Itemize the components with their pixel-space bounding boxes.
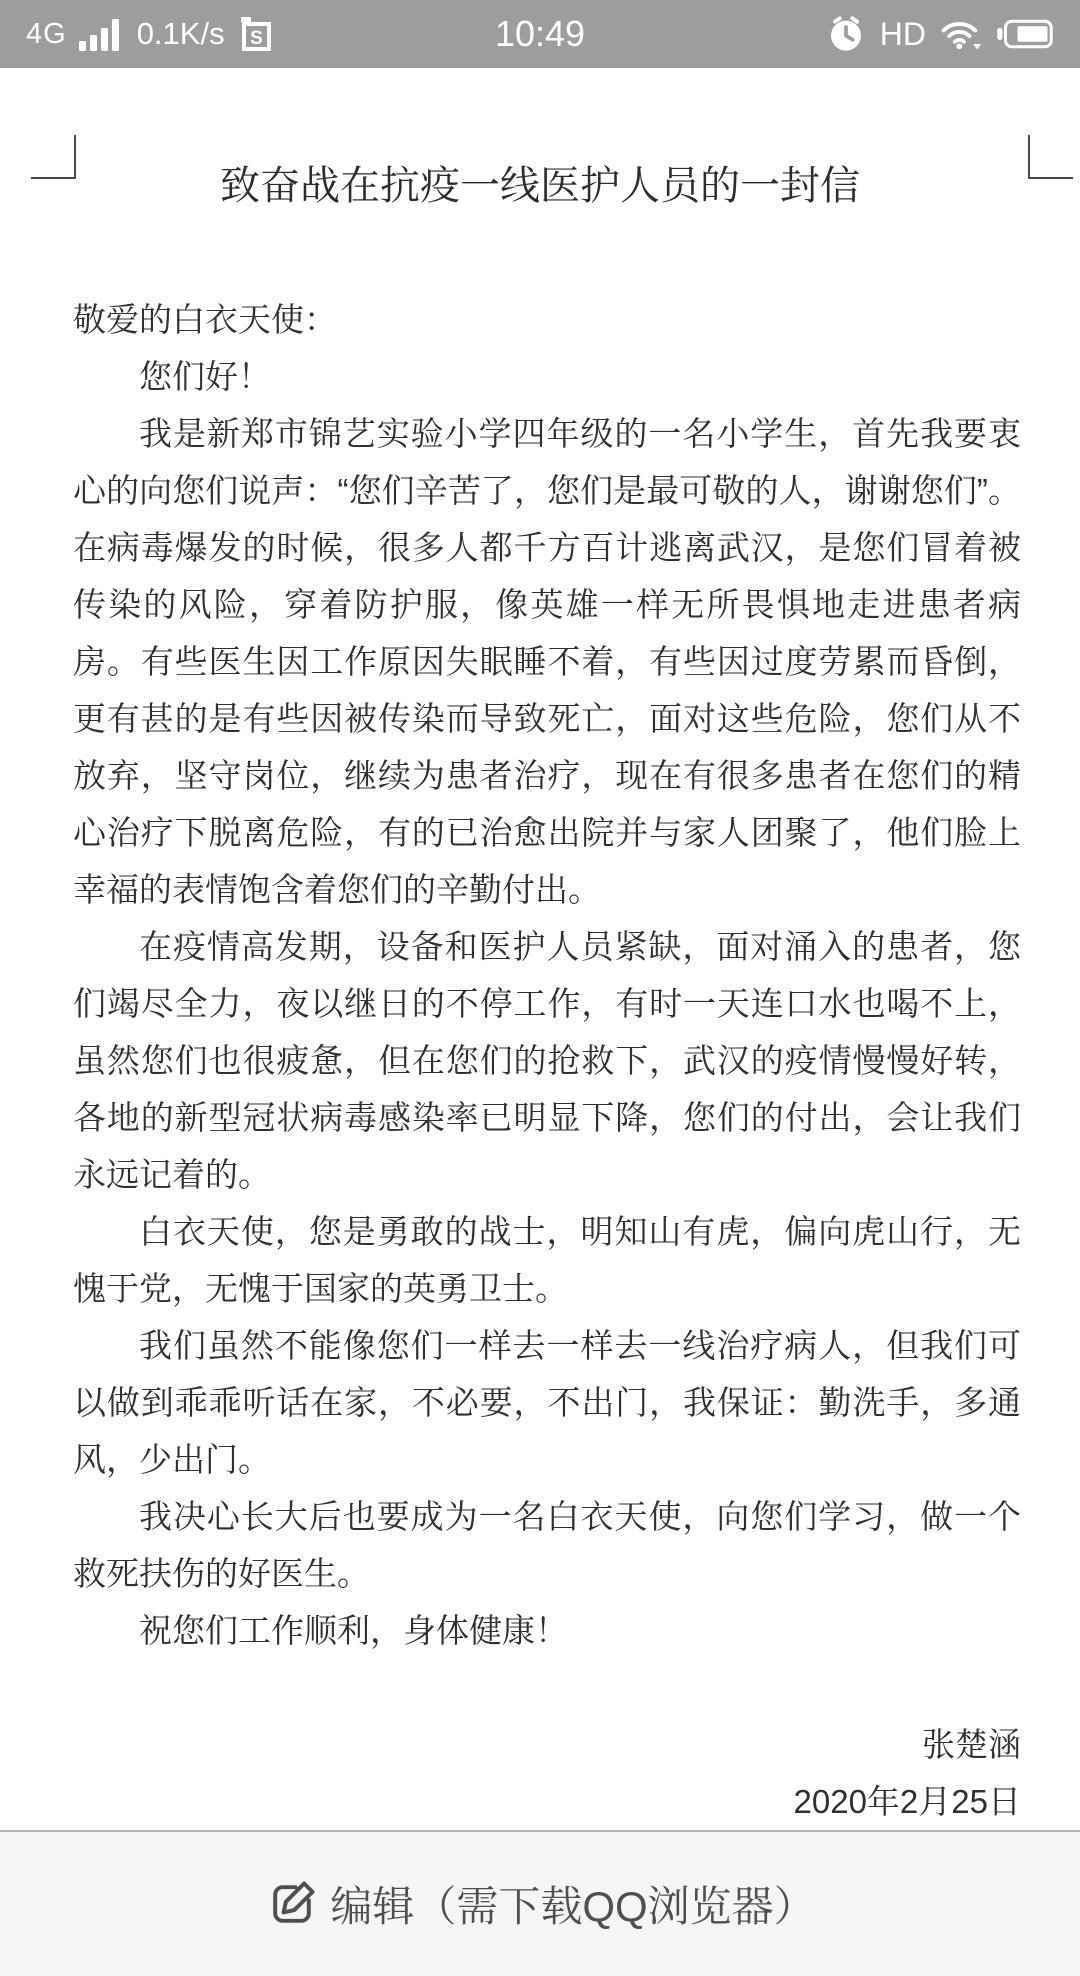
letter-body bbox=[73, 291, 1021, 1830]
status-left-group bbox=[26, 15, 275, 53]
page-margin-mark-left bbox=[31, 135, 76, 179]
edit-button[interactable] bbox=[258, 1873, 821, 1935]
wifi-icon bbox=[940, 16, 982, 52]
signature-block bbox=[73, 1716, 1021, 1830]
document-page bbox=[0, 68, 1080, 1830]
hd-voice-label: HD bbox=[879, 15, 926, 52]
letter-paragraph: 您们好！ bbox=[139, 358, 271, 395]
status-bar bbox=[0, 0, 1080, 68]
page-margin-mark-right bbox=[1028, 135, 1073, 179]
edit-button-label: 编辑（需下载QQ浏览器） bbox=[330, 1883, 816, 1930]
network-type-label: 4G bbox=[26, 17, 67, 50]
signature-name: 张楚涵 bbox=[922, 1726, 1021, 1763]
sim-badge-icon bbox=[237, 15, 275, 53]
signal-strength-icon bbox=[79, 17, 125, 51]
edit-pencil-icon bbox=[264, 1876, 320, 1932]
letter-paragraph: 我决心长大后也要成为一名白衣天使，向您们学习，做一个救死扶伤的好医生。 bbox=[73, 1498, 1021, 1592]
letter-paragraph: 在疫情高发期，设备和医护人员紧缺，面对涌入的患者，您们竭尽全力，夜以继日的不停工作，有时一天连口水也喝不上，虽然您们也很疲惫，但在您们的抢救下，武汉的疫情慢慢好转，各地的新型冠状病毒感染率已明显下降，您们的付出，会让我们永远记着的。 bbox=[73, 928, 1021, 1193]
status-right-group bbox=[826, 14, 1054, 54]
battery-icon bbox=[996, 19, 1054, 49]
signature-date: 2020年2月25日 bbox=[793, 1783, 1021, 1820]
alarm-clock-icon bbox=[826, 14, 866, 54]
letter-paragraph: 我们虽然不能像您们一样去一样去一线治疗病人，但我们可以做到乖乖听话在家，不必要，不出门，我保证：勤洗手，多通风，少出门。 bbox=[73, 1327, 1021, 1478]
bottom-toolbar bbox=[0, 1830, 1080, 1976]
clock-time-label: 10:49 bbox=[494, 13, 586, 54]
svg-text:S: S bbox=[249, 28, 263, 49]
letter-paragraph: 祝您们工作顺利，身体健康！ bbox=[139, 1612, 568, 1649]
letter-paragraph: 我是新郑市锦艺实验小学四年级的一名小学生，首先我要衷心的向您们说声：“您们辛苦了，您们是最可敬的人，谢谢您们”。在病毒爆发的时候，很多人都千方百计逃离武汉，是您们冒着被传染的风险，穿着防护服，像英雄一样无所畏惧地走进患者病房。有些医生因工作原因失眠睡不着，有些因过度劳累而昏倒，更有甚的是有些因被传染而导致死亡，面对这些危险，您们从不放弃，坚守岗位，继续为患者治疗，现在有很多患者在您们的精心治疗下脱离危险，有的已治愈出院并与家人团聚了，他们脸上幸福的表情饱含着您们的辛勤付出。 bbox=[73, 415, 1021, 908]
letter-paragraph: 白衣天使，您是勇敢的战士，明知山有虎，偏向虎山行，无愧于党，无愧于国家的英勇卫士。 bbox=[73, 1213, 1021, 1307]
network-speed-label: 0.1K/s bbox=[136, 16, 225, 51]
letter-salutation: 敬爱的白衣天使： bbox=[73, 301, 337, 338]
letter-title: 致奋战在抗疫一线医护人员的一封信 bbox=[220, 164, 860, 208]
